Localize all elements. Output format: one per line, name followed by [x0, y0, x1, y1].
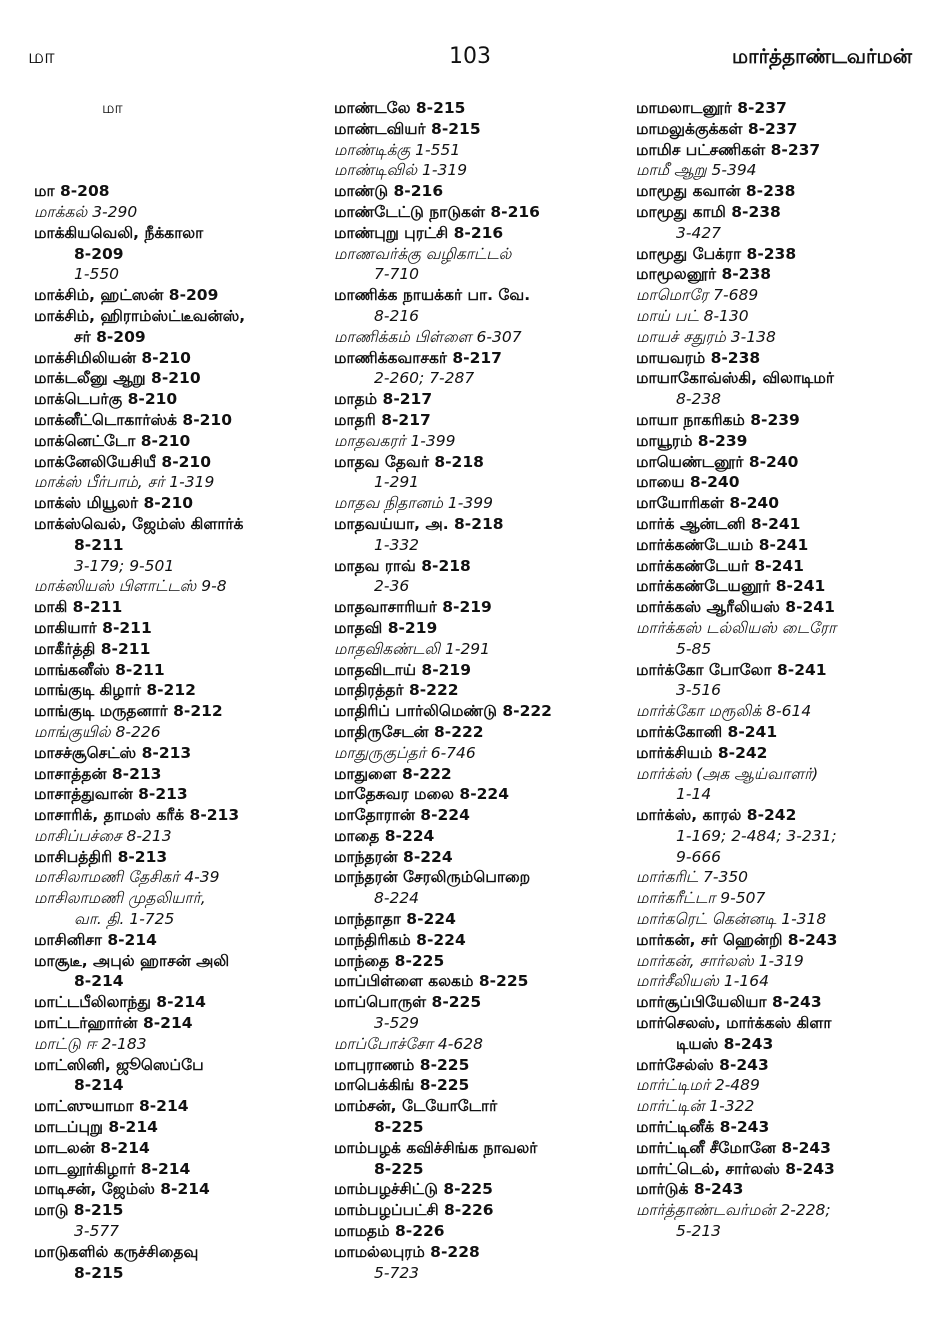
index-entry: மாக்கல் 3-290	[34, 202, 138, 221]
index-entry: மாந்தை 8-225	[334, 951, 445, 970]
index-entry: மாமதம் 8-226	[334, 1222, 445, 1241]
index-entry: மாதவிகண்டலி 1-291	[334, 639, 491, 658]
index-entry: மாயெண்டனூர் 8-240	[636, 452, 799, 471]
index-entry: மாதோரான் 8-224	[334, 806, 470, 825]
index-entry: மாக்ஸ் மியூலர் 8-210	[34, 494, 194, 513]
index-entry: மாபுராணம் 8-225	[334, 1055, 470, 1074]
index-entry: மாகீர்த்தி 8-211	[34, 639, 151, 658]
index-entry-continuation: 5-85	[676, 639, 712, 658]
index-entry: மாண்டிக்கு 1-551	[334, 140, 461, 159]
index-entry-continuation: 5-213	[676, 1222, 722, 1241]
index-entry: மார்செலஸ், மார்க்கஸ் கிளா	[636, 1014, 832, 1033]
index-entry: மார்க்கண்டேயர் 8-241	[636, 556, 804, 575]
index-entry-continuation: 8-216	[374, 306, 420, 325]
index-entry: மாதுருகுப்தர் 6-746	[334, 743, 476, 762]
index-entry-continuation: 8-211	[74, 535, 124, 554]
index-entry: மாம்பழக் கவிச்சிங்க நாவலர்	[334, 1138, 538, 1157]
index-entry: மாந்திரிகம் 8-224	[334, 930, 466, 949]
index-entry: மா 8-208	[34, 182, 110, 201]
index-entry: மாதரி 8-217	[334, 410, 431, 429]
index-entry-continuation: 7-710	[374, 265, 420, 284]
index-entry: மாசாத்துவான் 8-213	[34, 785, 188, 804]
index-entry: மாட்டு ஈ 2-183	[34, 1034, 147, 1053]
index-entry: மாண்டிவில் 1-319	[334, 161, 468, 180]
index-entry-continuation: 8-225	[374, 1118, 424, 1137]
index-entry: மாட்டபீலிலாந்து 8-214	[34, 993, 206, 1012]
index-entry: மாக்கியவெலி, நீக்காலா	[34, 223, 204, 242]
index-entry: மாட்ஸினி, ஜூஸெப்பே	[34, 1055, 204, 1074]
index-column-3	[636, 98, 931, 1242]
index-entry: மாகி 8-211	[34, 598, 123, 617]
index-entry: மாதிருசேடன் 8-222	[334, 722, 484, 741]
index-entry-continuation: 1-550	[74, 265, 120, 284]
index-entry: மார்கரீட்டா 9-507	[636, 889, 766, 908]
index-entry: மாதுளை 8-222	[334, 764, 452, 783]
index-entry: மாயாகோவ்ஸ்கி, விலாடிமர்	[636, 369, 834, 388]
index-entry-continuation: டியஸ் 8-243	[676, 1034, 774, 1053]
index-entry: மாக்ஸியஸ் பிளாட்டஸ் 9-8	[34, 577, 227, 596]
index-entry: மாண்டு 8-216	[334, 182, 444, 201]
index-entry: மாக்னேலியேசியீ 8-210	[34, 452, 212, 471]
index-entry: மாக்சிம், ஹட்ஸன் 8-209	[34, 286, 219, 305]
index-entry: மாசிலாமணி தேசிகர் 4-39	[34, 868, 220, 887]
index-entry: மாசிலாமணி முதலியார்,	[34, 889, 206, 908]
index-entry: மாதவி 8-219	[334, 618, 438, 637]
index-entry: மாங்குடி மருதனார் 8-212	[34, 702, 223, 721]
index-entry: மாமூலனூர் 8-238	[636, 265, 772, 284]
index-entry: மாடுகளில் கருச்சிதைவு	[34, 1242, 199, 1261]
index-entry-continuation: 1-169; 2-484; 3-231;	[676, 826, 837, 845]
page-number: 103	[449, 44, 491, 69]
index-entry: மாசச்சூசெட்ஸ் 8-213	[34, 743, 192, 762]
index-entry: மாய் பட் 8-130	[636, 306, 749, 325]
index-entry-continuation: 8-214	[74, 972, 124, 991]
index-entry: மாப்போச்சோ 4-628	[334, 1034, 483, 1053]
index-entry: மார்க்சியம் 8-242	[636, 743, 768, 762]
index-entry: மாந்தாதா 8-224	[334, 910, 456, 929]
index-entry: மாசூடீ, அபுல் ஹாசன் அலி	[34, 951, 230, 970]
index-entry-continuation: 1-291	[374, 473, 420, 492]
index-entry: மார்க்கோ மரூலிக் 8-614	[636, 702, 812, 721]
index-entry: மார்ட்டினீக் 8-243	[636, 1118, 770, 1137]
index-entry: மாயவரம் 8-238	[636, 348, 761, 367]
index-entry: மாமூது பேக்ரா 8-238	[636, 244, 797, 263]
index-entry: மார்க்கோ போலோ 8-241	[636, 660, 827, 679]
index-entry: மாசினிசா 8-214	[34, 930, 157, 949]
index-entry: மார்சூப்பியேலியா 8-243	[636, 993, 822, 1012]
index-entry: மாந்தரன் 8-224	[334, 847, 453, 866]
index-entry-continuation: 1-332	[374, 535, 420, 554]
index-entry: மாண்டவியர் 8-215	[334, 119, 481, 138]
index-entry: மாக்டலீனு ஆறு 8-210	[34, 369, 201, 388]
index-entry-continuation: சர் 8-209	[74, 327, 146, 346]
index-entry: மாதவ தேவர் 8-218	[334, 452, 484, 471]
index-entry: மாணிக்க நாயக்கர் பா. வே.	[334, 286, 531, 305]
index-entry: மாதவகரர் 1-399	[334, 431, 456, 450]
index-entry: மார்க் ஆன்டனி 8-241	[636, 514, 801, 533]
index-entry: மாயச் சதுரம் 3-138	[636, 327, 776, 346]
index-entry: மார்கன், சார்லஸ் 1-319	[636, 951, 804, 970]
index-entry: மாக்ஸ்வெல், ஜேம்ஸ் கிளார்க்	[34, 514, 244, 533]
running-head-left: மா	[28, 44, 55, 68]
index-entry: மார்க்கண்டேயம் 8-241	[636, 535, 809, 554]
index-entry: மார்சீலியஸ் 1-164	[636, 972, 769, 991]
index-entry: மார்டுக் 8-243	[636, 1180, 744, 1199]
index-entry-continuation: 9-666	[676, 847, 722, 866]
index-entry: மாண்டேட்டு நாடுகள் 8-216	[334, 202, 540, 221]
index-entry: மாமொரே 7-689	[636, 286, 759, 305]
index-entry: மாடலூர்கிழார் 8-214	[34, 1159, 191, 1178]
index-entry-continuation: 8-214	[74, 1076, 124, 1095]
index-entry: மாயை 8-240	[636, 473, 740, 492]
index-entry-continuation: 2-260; 7-287	[374, 369, 475, 388]
index-entry-continuation: 5-723	[374, 1263, 420, 1282]
index-entry: மாதவாசாரியர் 8-219	[334, 598, 492, 617]
index-entry: மார்ட்டின் 1-322	[636, 1097, 755, 1116]
index-entry: மார்ட்டிமர் 2-489	[636, 1076, 760, 1095]
index-entry: மாம்பழப்பட்சி 8-226	[334, 1201, 494, 1220]
index-entry: மார்சேல்ஸ் 8-243	[636, 1055, 769, 1074]
index-entry: மார்கரெட் கென்னடி 1-318	[636, 910, 827, 929]
index-entry-continuation: 3-577	[74, 1222, 120, 1241]
index-entry: மாடப்புறு 8-214	[34, 1118, 158, 1137]
index-entry: மார்க்கண்டேயனூர் 8-241	[636, 577, 826, 596]
index-entry: மாதை 8-224	[334, 826, 435, 845]
index-column-2	[334, 98, 631, 1283]
index-entry: மாண்புறு புரட்சி 8-216	[334, 223, 504, 242]
index-entry: மாதவிடாய் 8-219	[334, 660, 471, 679]
index-entry: மார்கன், சர் ஹென்றி 8-243	[636, 930, 838, 949]
index-entry: மாந்தரன் சேரலிரும்பொறை	[334, 868, 531, 887]
index-entry: மாடு 8-215	[34, 1201, 124, 1220]
index-entry: மார்க்ஸ் (அக ஆய்வாளர்)	[636, 764, 819, 783]
index-entry: மாதேசுவர மலை 8-224	[334, 785, 509, 804]
index-entry: மாம்பழச்சிட்டு 8-225	[334, 1180, 493, 1199]
index-entry: மாமலாடனூர் 8-237	[636, 99, 787, 117]
index-entry: மாமீ ஆறு 5-394	[636, 161, 757, 180]
index-entry: மாசிபத்திரி 8-213	[34, 847, 168, 866]
index-entry: மாப்பொருள் 8-225	[334, 993, 482, 1012]
index-column-1	[34, 98, 329, 1283]
index-entry-continuation: 3-179; 9-501	[74, 556, 175, 575]
index-entry-continuation: 3-516	[676, 681, 722, 700]
running-head-right: மார்த்தாண்டவர்மன்	[732, 44, 912, 68]
index-entry: மாதம் 8-217	[334, 390, 433, 409]
index-entry-continuation: 2-36	[374, 577, 410, 596]
index-entry: மாட்டர்ஹார்ன் 8-214	[34, 1014, 193, 1033]
index-entry: மாணவர்க்கு வழிகாட்டல்	[334, 244, 512, 263]
index-entry-continuation: 8-224	[374, 889, 420, 908]
index-entry: மாமூது கவான் 8-238	[636, 182, 796, 201]
index-entry: மாமலுக்குக்கள் 8-237	[636, 119, 798, 138]
index-entry-continuation: 3-427	[676, 223, 722, 242]
index-entry: மாடிசன், ஜேம்ஸ் 8-214	[34, 1180, 210, 1199]
section-heading: மா	[102, 99, 123, 117]
index-entry: மாணிக்கவாசகர் 8-217	[334, 348, 502, 367]
index-entry: மாங்குயில் 8-226	[34, 722, 161, 741]
index-entry: மாமல்லபுரம் 8-228	[334, 1242, 480, 1261]
index-entry: மாதிரத்தர் 8-222	[334, 681, 459, 700]
index-entry: மாண்டலே 8-215	[334, 99, 466, 117]
index-entry: மார்கரிட் 7-350	[636, 868, 749, 887]
blank-line	[34, 140, 329, 161]
index-entry: மார்க்கஸ் ஆரீலியஸ் 8-241	[636, 598, 835, 617]
index-entry: மாணிக்கம் பிள்ளை 6-307	[334, 327, 522, 346]
index-entry: மாயோரிகள் 8-240	[636, 494, 779, 513]
index-entry-continuation: 8-215	[74, 1263, 124, 1282]
index-entry: மாசிப்பச்சை 8-213	[34, 826, 172, 845]
index-entry: மாயா நாகரிகம் 8-239	[636, 410, 800, 429]
index-entry: மார்க்ஸ், காரல் 8-242	[636, 806, 797, 825]
index-entry: மாபெக்கிங் 8-225	[334, 1076, 470, 1095]
index-entry: மாட்ஸுயாமா 8-214	[34, 1097, 189, 1116]
index-entry: மாசாத்தன் 8-213	[34, 764, 162, 783]
index-entry: மார்க்கஸ் டல்லியஸ் டைரோ	[636, 618, 837, 637]
index-entry: மாக்சிம், ஹிராம்ஸ்ட்டீவன்ஸ்,	[34, 306, 246, 325]
index-entry-continuation: 1-14	[676, 785, 712, 804]
index-entry: மாதவய்யா, அ. 8-218	[334, 514, 504, 533]
index-entry: மாதவ நிதானம் 1-399	[334, 494, 493, 513]
index-entry-continuation: வா. தி. 1-725	[74, 910, 175, 929]
index-entry: மாக்னெட்டோ 8-210	[34, 431, 191, 450]
index-entry: மாம்சன், டேயோடோர்	[334, 1097, 498, 1116]
index-entry: மார்ட்டினீ சீமோனே 8-243	[636, 1138, 831, 1157]
index-entry: மார்க்கோனி 8-241	[636, 722, 778, 741]
index-entry: மாசாரிக், தாமஸ் கரீக் 8-213	[34, 806, 240, 825]
blank-line	[34, 119, 329, 140]
index-entry: மாகியார் 8-211	[34, 618, 152, 637]
index-entry: மாக்ஸ் பீர்பாம், சர் 1-319	[34, 473, 215, 492]
index-entry: மாக்டெபர்கு 8-210	[34, 390, 178, 409]
blank-line	[34, 160, 329, 181]
index-entry: மாதவ ராவ் 8-218	[334, 556, 471, 575]
index-entry-continuation: 8-209	[74, 244, 124, 263]
index-entry-continuation: 8-238	[676, 390, 722, 409]
index-entry: மாமிச பட்சணிகள் 8-237	[636, 140, 821, 159]
index-entry-continuation: 3-529	[374, 1014, 420, 1033]
index-entry: மாயூரம் 8-239	[636, 431, 748, 450]
index-entry: மாங்கனீஸ் 8-211	[34, 660, 165, 679]
index-entry: மாக்னீட்டொகார்ஸ்க் 8-210	[34, 410, 232, 429]
index-entry: மாதிரிப் பார்லிமெண்டு 8-222	[334, 702, 552, 721]
index-entry: மார்ட்டெல், சார்லஸ் 8-243	[636, 1159, 835, 1178]
index-entry: மாமூது காமி 8-238	[636, 202, 781, 221]
index-entry-continuation: 8-225	[374, 1159, 424, 1178]
index-entry: மாங்குடி கிழார் 8-212	[34, 681, 196, 700]
index-entry: மாக்சிமிலியன் 8-210	[34, 348, 191, 367]
index-entry: மார்த்தாண்டவர்மன் 2-228;	[636, 1201, 831, 1220]
index-entry: மாப்பிள்ளை கலகம் 8-225	[334, 972, 529, 991]
index-entry: மாடலன் 8-214	[34, 1138, 150, 1157]
